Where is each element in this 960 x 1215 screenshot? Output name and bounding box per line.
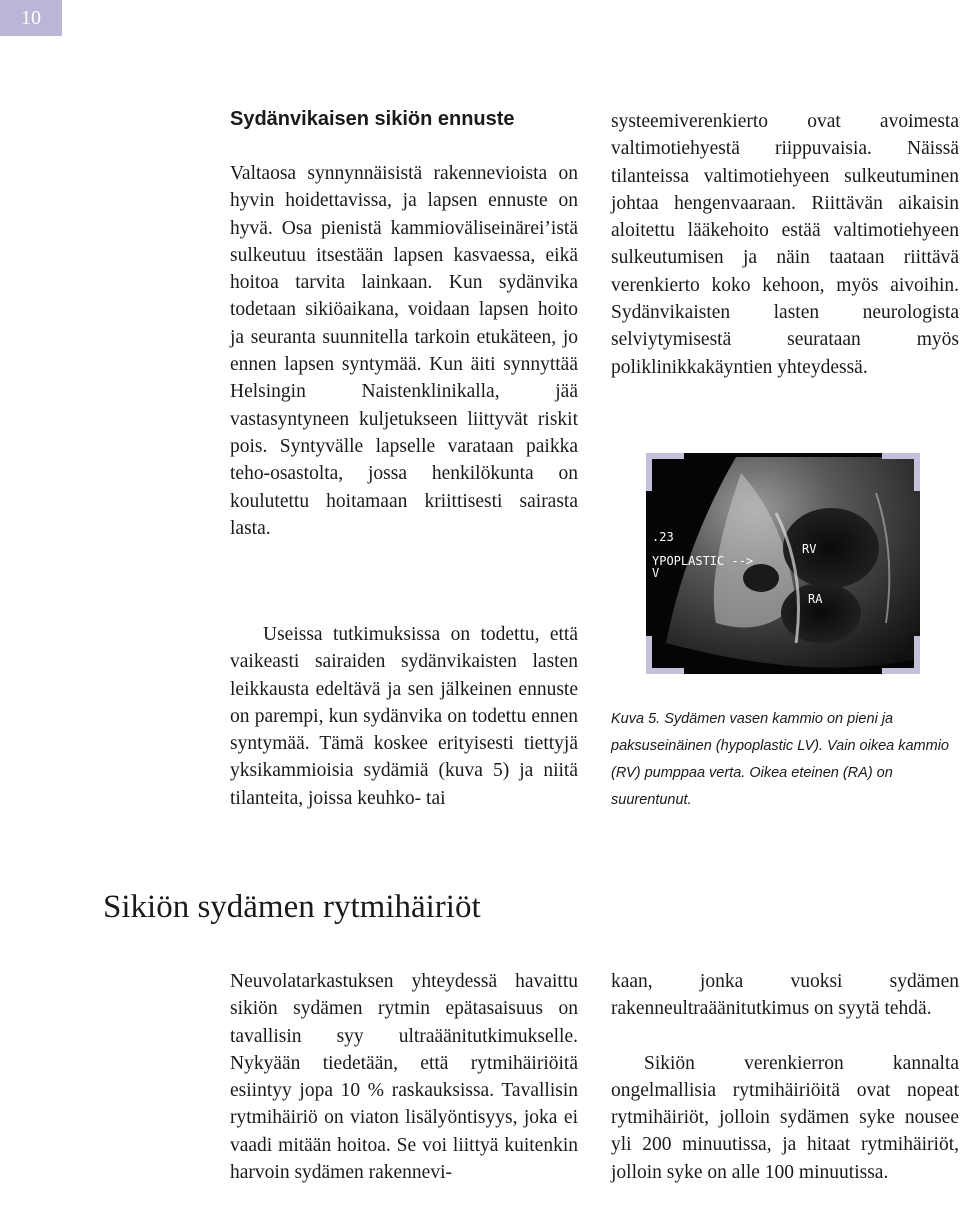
paragraph-text: Sikiön verenkierron kannalta ongelmallisia rytmihäiriöitä ovat nopeat rytmihäiriöt, jolloin sydämen syke nousee yli 200 minuutissa, ja hitaat rytmihäiriöt, jolloin syke on alle 100 minuutissa. [611,1052,959,1183]
scale-label: .23 [652,530,674,544]
section-heading-arrhythmias: Sikiön sydämen rytmihäiriöt [103,889,481,925]
body-paragraph [230,621,578,812]
page-number: 10 [0,0,62,36]
section-heading-prognosis: Sydänvikaisen sikiön ennuste [230,108,515,130]
lv-label: V [652,566,660,580]
rv-label: RV [802,542,817,556]
body-paragraph [611,108,959,381]
paragraph-text: kaan, jonka vuoksi sydämen rakenneultraäänitutkimus on syytä tehdä. [611,971,959,1020]
body-paragraph [611,968,959,1186]
body-paragraph [230,160,578,542]
body-paragraph [230,968,578,1186]
paragraph-text: Useissa tutkimuksissa on todettu, että vaikeasti sairaiden sydänvikaisten lasten leikkausta edeltävä ja sen jälkeinen ennuste on parempi, kun sydänvika on todettu ennen syntymää. Tämä koskee erityisesti tiettyjä yksikammioisia sydämiä (kuva 5) ja niitä tilanteita, joissa keuhko- tai [230,624,578,809]
paragraph-text: Neuvolatarkastuksen yhteydessä havaittu sikiön sydämen rytmin epätasaisuus on tavallisin syy ultraäänitutkimukselle. Nykyään tiedetään, että rytmihäiriöitä esiintyy jopa 10 % raskauksissa. Tavallisin rytmihäiriö on viaton lisälyöntisyys, joka ei vaadi mitään hoitoa. Se voi liittyä kuitenkin harvoin sydämen rakennevi- [230,971,578,1184]
paragraph-text: systeemiverenkierto ovat avoimesta valtimotiehyestä riippuvaisia. Näissä tilanteissa valtimotiehyeen sulkeutuminen johtaa hengenvaaraan. Riittävän aikaisin aloitettu lääkehoito estää valtimotiehyeen sulkeutumisen ja näin taataan riittävä verenkierto koko kehoon, myös aivoihin. Sydänvikaisten lasten neurologista selviytymisestä seurataan myös poliklinikkakäyntien yhteydessä. [611,111,959,378]
figure-caption: Kuva 5. Sydämen vasen kammio on pieni ja paksuseinäinen (hypoplastic LV). Vain oikea kammio (RV) pumppaa verta. Oikea eteinen (RA) on suurentunut. [611,711,949,808]
hypoplastic-label: YPOPLASTIC --> [652,554,754,568]
ra-label: RA [808,592,823,606]
paragraph-text: Valtaosa synnynnäisistä rakennevioista on hyvin hoidettavissa, ja lapsen ennuste on hyvä. Osa pienistä kammioväliseinärei’istä sulkeutuu itsestään lapsen kasvaessa, eikä hoitoa tarvita lainkaan. Kun sydänvika todetaan sikiöaikana, voidaan lapsen hoito ja seuranta suunnitella tarkoin etukäteen, jo ennen lapsen syntymää. Kun äiti synnyttää Helsingin Naistenklinikalla, jää vastasyntyneen kuljetukseen liittyvät riskit pois. Syntyvälle lapselle varataan paikka teho-osastolta, jossa henkilökunta on koulutettu hoitamaan kriittisesti sairasta lasta. [230,163,578,539]
ultrasound-image [646,453,920,674]
